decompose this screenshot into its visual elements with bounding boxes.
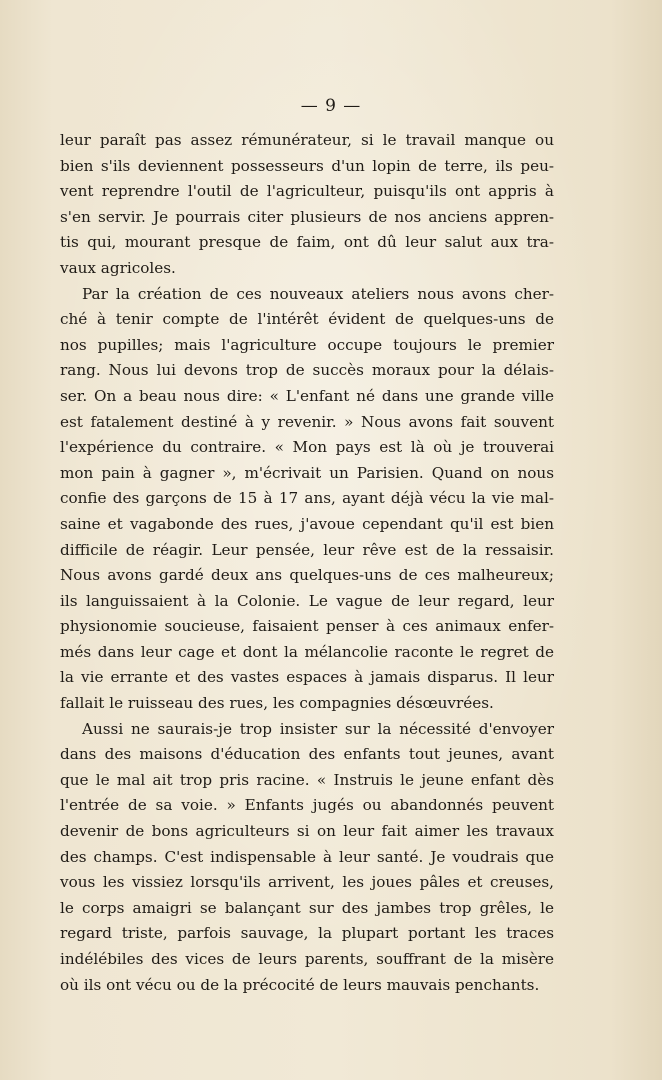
text-line: des champs. C'est indispensable à leur santé. Je voudrais que bbox=[60, 847, 554, 866]
text-line: ser. On a beau nous dire: « L'enfant né dans une grande ville bbox=[60, 386, 554, 405]
text-line: la vie errante et des vastes espaces à jamais disparus. Il leur bbox=[60, 668, 554, 687]
text-line: vaux agricoles. bbox=[60, 258, 176, 277]
text-line: l'expérience du contraire. « Mon pays est là où je trouverai bbox=[60, 438, 554, 457]
text-line: s'en servir. Je pourrais citer plusieurs de nos anciens appren- bbox=[60, 207, 554, 226]
text-line: regard triste, parfois sauvage, la plupart portant les traces bbox=[60, 924, 554, 943]
text-line: l'entrée de sa voie. » Enfants jugés ou abandonnés peuvent bbox=[60, 796, 554, 815]
text-line: physionomie soucieuse, faisaient penser à ces animaux enfer- bbox=[60, 617, 554, 636]
text-line: devenir de bons agriculteurs si on leur fait aimer les travaux bbox=[60, 822, 554, 841]
text-line: difficile de réagir. Leur pensée, leur rêve est de la ressaisir. bbox=[60, 540, 554, 559]
text-line: saine et vagabonde des rues, j'avoue cependant qu'il est bien bbox=[60, 514, 554, 533]
text-line: ché à tenir compte de l'intérêt évident de quelques-uns de bbox=[60, 310, 554, 329]
text-line: indélébiles des vices de leurs parents, souffrant de la misère bbox=[60, 950, 554, 968]
text-line: où ils ont vécu ou de la précocité de leurs mauvais penchants. bbox=[60, 975, 540, 994]
text-line: fallait le ruisseau des rues, les compagnies désœuvrées. bbox=[60, 694, 494, 713]
text-line: vous les vissiez lorsqu'ils arrivent, les joues pâles et creuses, bbox=[60, 873, 554, 892]
text-line: le corps amaigri se balançant sur des jambes trop grêles, le bbox=[60, 898, 554, 917]
text-line: Par la création de ces nouveaux ateliers nous avons cher- bbox=[82, 284, 554, 303]
text-line: mon pain à gagner », m'écrivait un Parisien. Quand on nous bbox=[60, 463, 554, 482]
body-text bbox=[60, 128, 554, 998]
text-line: dans des maisons d'éducation des enfants tout jeunes, avant bbox=[60, 745, 554, 764]
text-line: est fatalement destiné à y revenir. » Nous avons fait souvent bbox=[60, 412, 554, 431]
text-line: vent reprendre l'outil de l'agriculteur, puisqu'ils ont appris à bbox=[60, 182, 554, 201]
page-number: — 9 — bbox=[300, 96, 362, 116]
text-line: ils languissaient à la Colonie. Le vague de leur regard, leur bbox=[60, 591, 554, 610]
text-line: rang. Nous lui devons trop de succès moraux pour la délais- bbox=[60, 361, 554, 380]
text-line: més dans leur cage et dont la mélancolie raconte le regret de bbox=[60, 642, 554, 661]
text-line: Nous avons gardé deux ans quelques-uns de ces malheureux; bbox=[60, 566, 554, 585]
text-line: que le mal ait trop pris racine. « Instruis le jeune enfant dès bbox=[60, 770, 554, 789]
text-line: leur paraît pas assez rémunérateur, si le travail manque ou bbox=[60, 131, 554, 149]
text-line: tis qui, mourant presque de faim, ont dû leur salut aux tra- bbox=[60, 233, 554, 252]
text-line: nos pupilles; mais l'agriculture occupe toujours le premier bbox=[60, 335, 554, 354]
text-line: bien s'ils deviennent possesseurs d'un lopin de terre, ils peu- bbox=[60, 156, 554, 175]
text-line: Aussi ne saurais-je trop insister sur la nécessité d'envoyer bbox=[82, 719, 554, 738]
text-line: confie des garçons de 15 à 17 ans, ayant déjà vécu la vie mal- bbox=[60, 489, 554, 508]
